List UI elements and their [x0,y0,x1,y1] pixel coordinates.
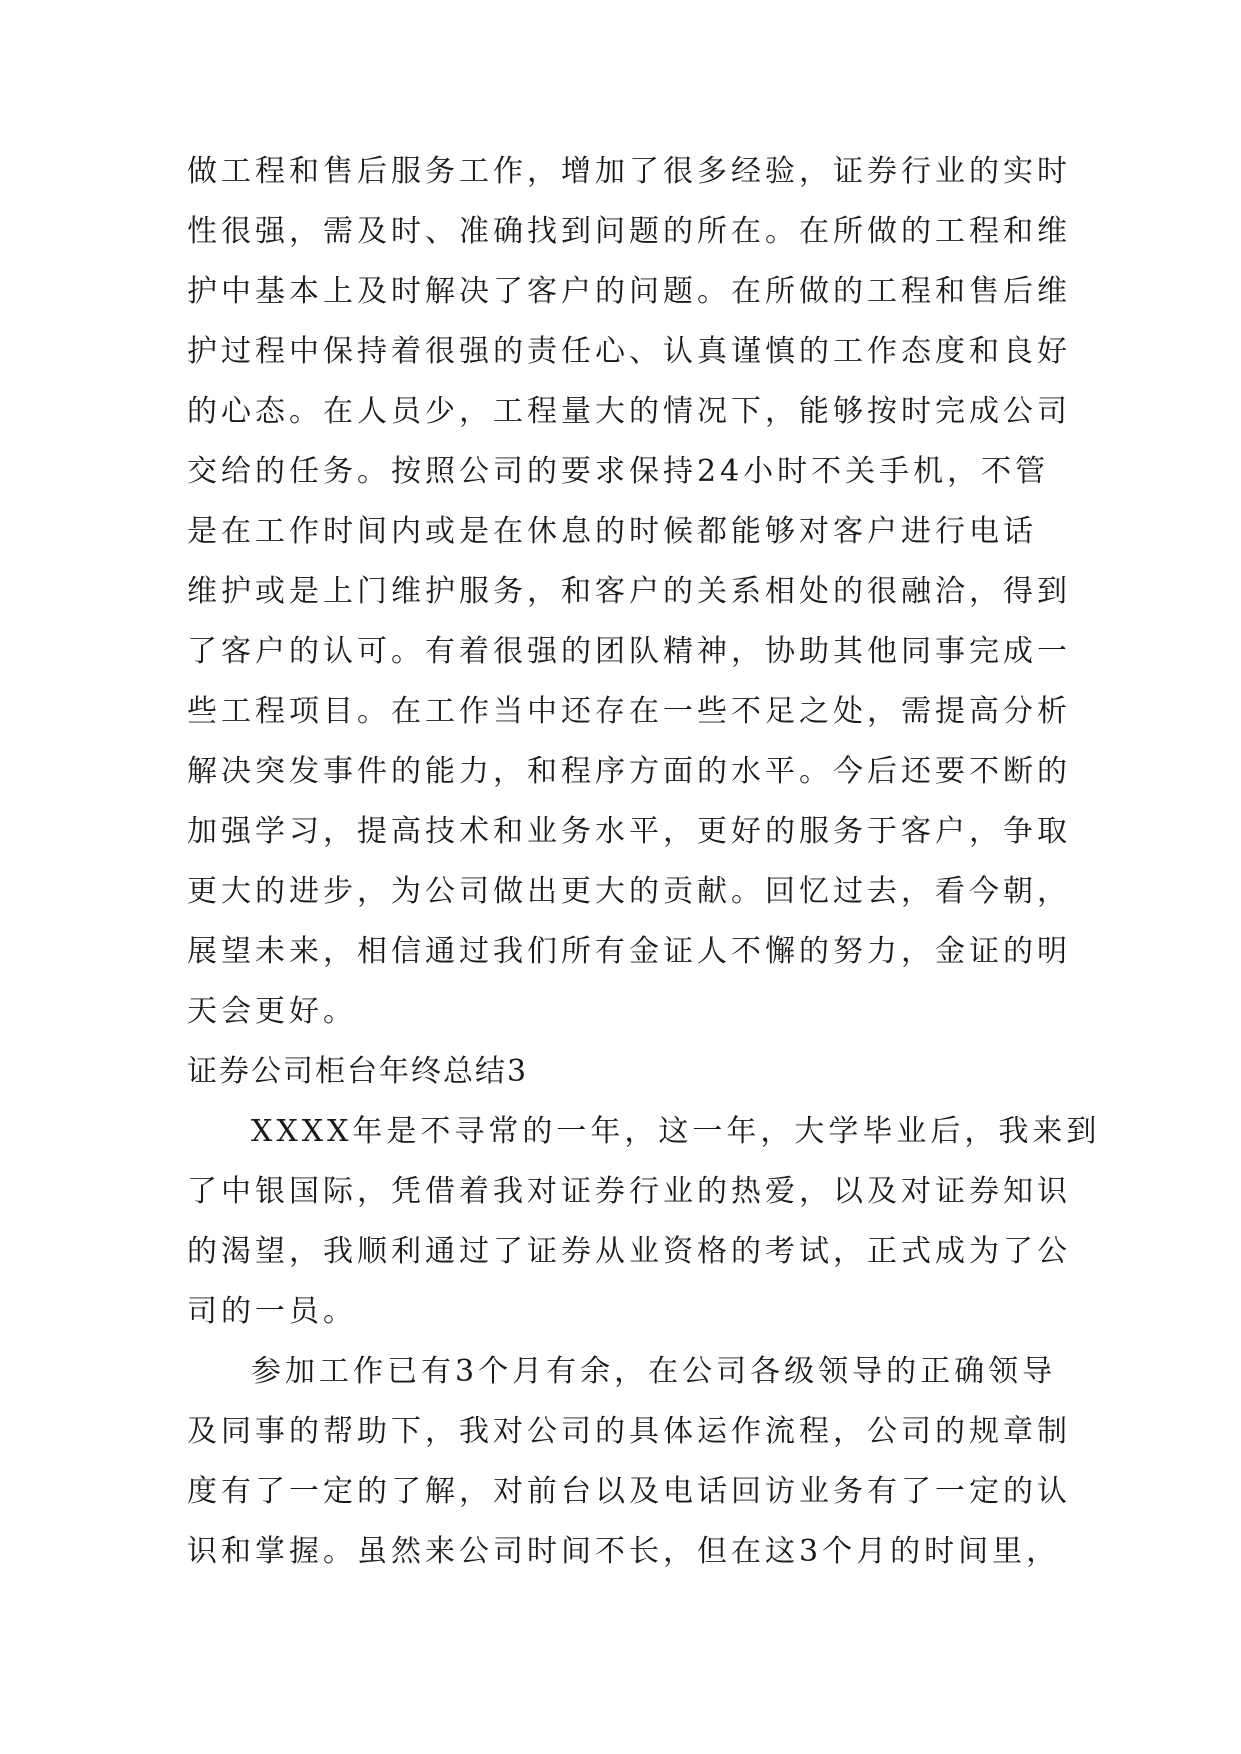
text-line: 司的一员。 [187,1294,357,1329]
paragraph-2 [187,1102,1101,1342]
text-line: 的心态。在人员少，工程量大的情况下，能够按时完成公司 [187,394,1071,429]
text-line: 识和掌握。虽然来公司时间不长，但在这3个月的时间里， [187,1534,1061,1569]
document-body [187,142,1101,1582]
text-line: 性很强，需及时、准确找到问题的所在。在所做的工程和维 [187,214,1071,249]
text-line: 了客户的认可。有着很强的团队精神，协助其他同事完成一 [187,634,1071,669]
paragraph-1 [187,142,1071,1042]
text-line: XXXX年是不寻常的一年，这一年，大学毕业后，我来到 [251,1114,1101,1149]
text-line: 天会更好。 [187,994,357,1029]
text-line: 展望未来，相信通过我们所有金证人不懈的努力，金证的明 [187,934,1071,969]
text-line: 解决突发事件的能力，和程序方面的水平。今后还要不断的 [187,754,1071,789]
text-line: 护中基本上及时解决了客户的问题。在所做的工程和售后维 [187,274,1071,309]
text-line: 些工程项目。在工作当中还存在一些不足之处，需提高分析 [187,694,1071,729]
text-line: 加强学习，提高技术和业务水平，更好的服务于客户，争取 [187,814,1071,849]
text-line: 度有了一定的了解，对前台以及电话回访业务有了一定的认 [187,1474,1071,1509]
text-line: 参加工作已有3个月有余，在公司各级领导的正确领导 [251,1354,1057,1389]
section-heading: 证券公司柜台年终总结3 [187,1054,529,1089]
text-line: 是在工作时间内或是在休息的时候都能够对客户进行电话 [187,514,1037,549]
text-line: 维护或是上门维护服务，和客户的关系相处的很融洽，得到 [187,574,1071,609]
text-line: 护过程中保持着很强的责任心、认真谨慎的工作态度和良好 [187,334,1071,369]
text-line: 及同事的帮助下，我对公司的具体运作流程，公司的规章制 [187,1414,1071,1449]
text-line: 了中银国际，凭借着我对证券行业的热爱，以及对证券知识 [187,1174,1071,1209]
text-line: 的渴望，我顺利通过了证券从业资格的考试，正式成为了公 [187,1234,1071,1269]
text-line: 做工程和售后服务工作，增加了很多经验，证券行业的实时 [187,154,1071,189]
paragraph-3 [187,1342,1071,1582]
text-line: 交给的任务。按照公司的要求保持24小时不关手机，不管 [187,454,1050,489]
text-line: 更大的进步，为公司做出更大的贡献。回忆过去，看今朝， [187,874,1071,909]
